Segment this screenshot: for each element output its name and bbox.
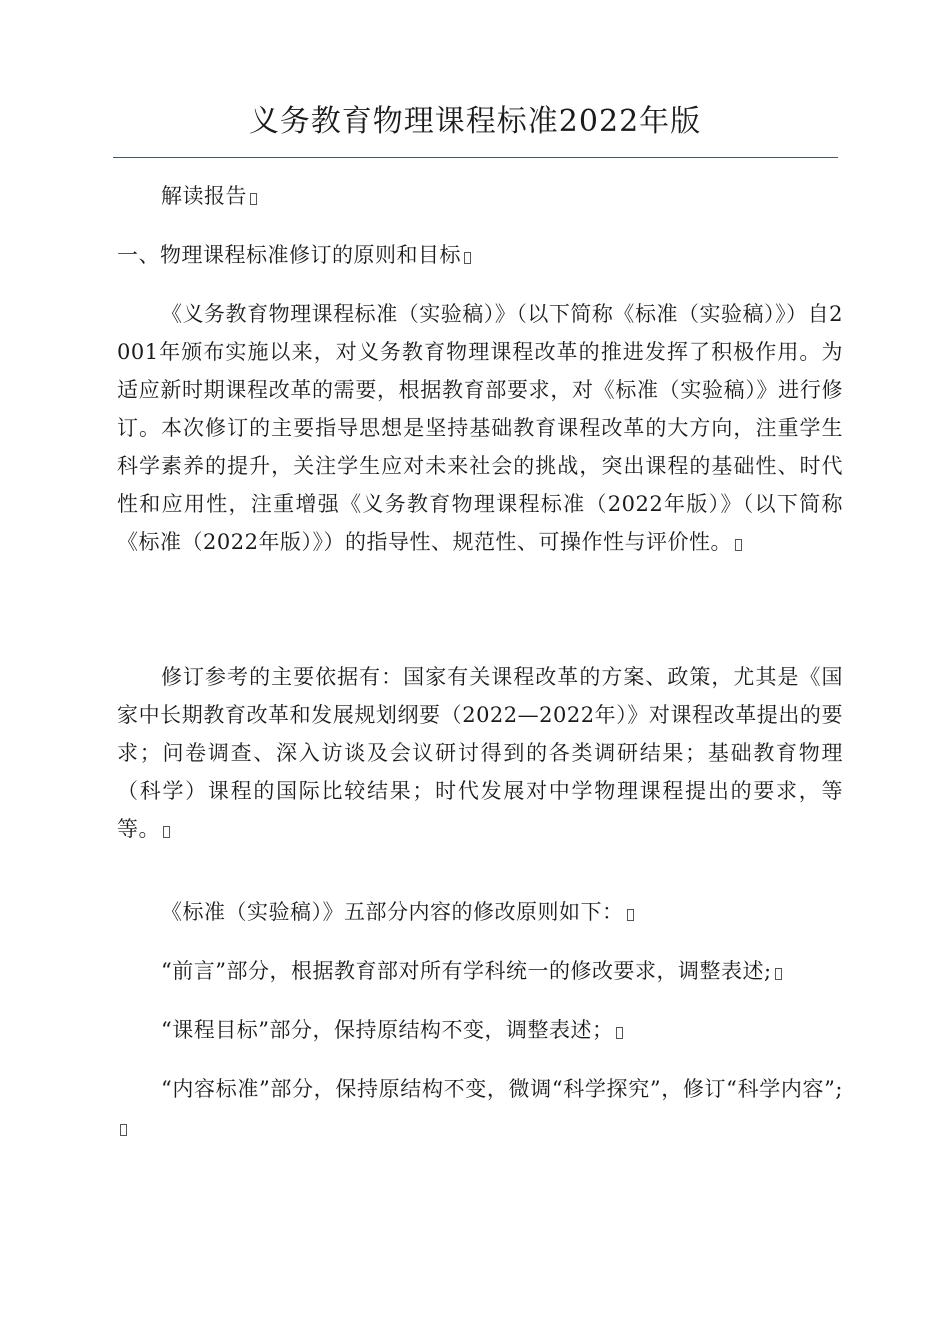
subtitle: 解读报告 — [161, 184, 247, 208]
paragraph-mark-icon — [616, 1027, 623, 1039]
paragraph-6 — [117, 1070, 843, 1146]
paragraph-5 — [117, 1011, 843, 1049]
paragraph-mark-icon — [464, 252, 471, 264]
paragraph-1 — [117, 295, 843, 561]
paragraph-mark-icon — [627, 909, 634, 921]
paragraph-4-text: “前言”部分，根据教育部对所有学科统一的修改要求，调整表述; — [161, 959, 772, 983]
paragraph-mark-icon — [775, 968, 782, 980]
paragraph-1-text: 《义务教育物理课程标准（实验稿）》（以下简称《标准（实验稿）》）自2001年颁布实施以来，对义务教育物理课程改革的推进发挥了积极作用。为适应新时期课程改革的需要，根据教育部要求，对《标准（实验稿）》进行修订。本次修订的主要指导思想是坚持基础教育课程改革的大方向，注重学生科学素养的提升，关注学生应对未来社会的挑战，突出课程的基础性、时代性和应用性，注重增强《义务教育物理课程标准（2022年版）》（以下简称《标准（2022年版）》）的指导性、规范性、可操作性与评价性。 — [117, 302, 843, 554]
paragraph-4 — [117, 952, 843, 990]
title-divider — [113, 157, 838, 158]
paragraph-5-text: “课程目标”部分，保持原结构不变，调整表述； — [161, 1018, 614, 1042]
paragraph-3 — [117, 893, 843, 931]
paragraph-mark-icon — [120, 1124, 127, 1136]
paragraph-mark-icon — [735, 539, 742, 551]
paragraph-6-text: “内容标准”部分，保持原结构不变，微调“科学探究”，修订“科学内容”; — [161, 1077, 843, 1101]
paragraph-2 — [117, 658, 843, 848]
paragraph-mark-icon — [163, 826, 170, 838]
document-title: 义务教育物理课程标准2022年版 — [248, 104, 702, 139]
paragraph-mark-icon — [250, 193, 257, 205]
paragraph-2-text: 修订参考的主要依据有：国家有关课程改革的方案、政策，尤其是《国家中长期教育改革和发展规划纲要（2022—2022年）》对课程改革提出的要求；问卷调查、深入访谈及会议研讨得到的各类调研结果；基础教育物理（科学）课程的国际比较结果；时代发展对中学物理课程提出的要求，等等。 — [117, 665, 843, 841]
section-heading: 一、物理课程标准修订的原则和目标 — [117, 243, 461, 267]
subtitle-paragraph — [117, 177, 843, 215]
paragraph-3-text: 《标准（实验稿）》五部分内容的修改原则如下： — [161, 900, 624, 924]
section-heading-paragraph — [117, 236, 843, 274]
